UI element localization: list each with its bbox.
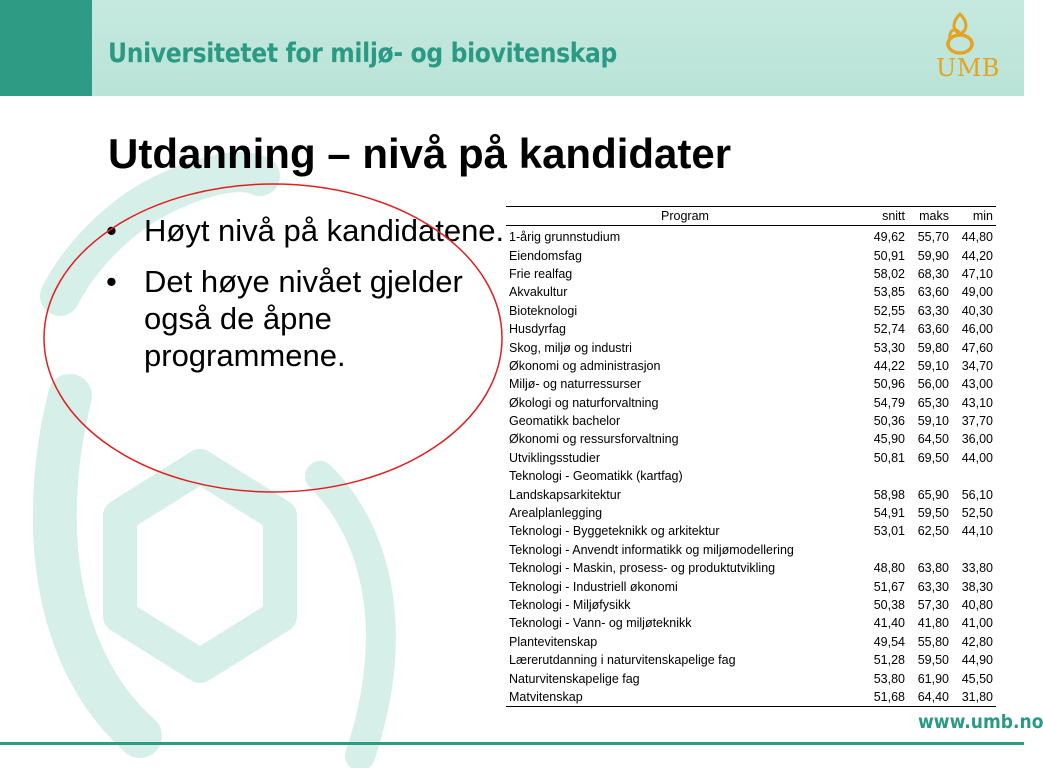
snitt-cell: 58,02 xyxy=(873,266,905,281)
min-cell: 46,00 xyxy=(961,322,993,337)
admission-scores-table xyxy=(506,206,996,707)
header-maks: maks xyxy=(908,207,952,226)
table-row xyxy=(506,559,996,577)
program-cell: Teknologi - Byggeteknikk og arkitektur xyxy=(509,524,720,539)
min-cell: 37,70 xyxy=(961,414,993,429)
maks-cell xyxy=(908,541,952,559)
program-cell: 1-årig grunnstudium xyxy=(509,230,621,245)
maks-cell: 59,50 xyxy=(917,506,949,521)
min-cell: 34,70 xyxy=(961,358,993,373)
program-cell: Arealplanlegging xyxy=(509,506,603,521)
maks-cell: 68,30 xyxy=(917,266,949,281)
min-cell xyxy=(952,467,996,485)
snitt-cell: 51,28 xyxy=(873,653,905,668)
program-cell: Økonomi og administrasjon xyxy=(509,358,661,373)
snitt-cell: 53,30 xyxy=(873,340,905,355)
highlight-ellipse xyxy=(42,182,504,494)
snitt-cell: 54,79 xyxy=(873,395,905,410)
bullet-dot-icon: • xyxy=(106,264,117,299)
maks-cell: 64,50 xyxy=(917,432,949,447)
table-row xyxy=(506,651,996,669)
min-cell: 44,20 xyxy=(961,248,993,263)
min-cell: 40,30 xyxy=(961,303,993,318)
program-cell: Økologi og naturforvaltning xyxy=(509,395,659,410)
table-row xyxy=(506,485,996,503)
header-snitt: snitt xyxy=(864,207,908,226)
snitt-cell xyxy=(864,467,908,485)
snitt-cell: 50,96 xyxy=(873,377,905,392)
table-row xyxy=(506,596,996,614)
footer-url: www.umb.no xyxy=(918,711,1043,733)
min-cell: 52,50 xyxy=(961,506,993,521)
slide-title: Utdanning – nivå på kandidater xyxy=(108,130,732,177)
snitt-cell: 41,40 xyxy=(873,616,905,631)
snitt-cell xyxy=(864,541,908,559)
maks-cell: 55,70 xyxy=(917,230,949,245)
snitt-cell: 52,55 xyxy=(873,303,905,318)
maks-cell xyxy=(908,467,952,485)
table-row xyxy=(506,394,996,412)
table-row xyxy=(506,246,996,264)
program-cell: Frie realfag xyxy=(509,266,573,281)
maks-cell: 59,10 xyxy=(917,358,949,373)
snitt-cell: 50,36 xyxy=(873,414,905,429)
snitt-cell: 49,62 xyxy=(873,230,905,245)
maks-cell: 63,60 xyxy=(917,285,949,300)
snitt-cell: 51,67 xyxy=(873,579,905,594)
table-row xyxy=(506,669,996,687)
table-row xyxy=(506,522,996,540)
header-stripe xyxy=(0,0,92,96)
table-header-row xyxy=(506,207,996,226)
min-cell: 36,00 xyxy=(961,432,993,447)
maks-cell: 55,80 xyxy=(917,634,949,649)
table-row xyxy=(506,688,996,707)
table-row xyxy=(506,302,996,320)
table-row xyxy=(506,504,996,522)
umb-logo-text: UMB xyxy=(936,54,1000,82)
min-cell: 56,10 xyxy=(961,487,993,502)
snitt-cell: 49,54 xyxy=(873,634,905,649)
program-cell: Landskapsarkitektur xyxy=(509,487,621,502)
program-cell: Teknologi - Industriell økonomi xyxy=(509,579,678,594)
program-cell: Husdyrfag xyxy=(509,322,566,337)
min-cell: 40,80 xyxy=(961,598,993,612)
maks-cell: 56,00 xyxy=(917,377,949,392)
header-program: Program xyxy=(506,207,864,226)
program-cell: Matvitenskap xyxy=(506,688,864,707)
min-cell: 44,90 xyxy=(961,653,993,668)
min-cell: 44,10 xyxy=(961,524,993,539)
bullet-text: Det høye nivået gjelder også de åpne programmene. xyxy=(144,264,463,373)
table-row xyxy=(506,614,996,632)
snitt-cell: 50,81 xyxy=(873,450,905,465)
maks-cell: 63,30 xyxy=(917,579,949,594)
table-row xyxy=(506,577,996,595)
table-row xyxy=(506,338,996,356)
table-row xyxy=(506,357,996,375)
snitt-cell: 52,74 xyxy=(873,322,905,337)
min-cell: 47,10 xyxy=(961,266,993,281)
table-row xyxy=(506,320,996,338)
min-cell: 38,30 xyxy=(961,579,993,594)
snitt-cell: 45,90 xyxy=(873,432,905,447)
maks-cell: 65,30 xyxy=(917,395,949,410)
min-cell: 45,50 xyxy=(961,671,993,686)
program-cell: Utviklingsstudier xyxy=(509,450,601,465)
snitt-cell: 44,22 xyxy=(873,358,905,373)
table-row xyxy=(506,449,996,467)
min-cell xyxy=(952,541,996,559)
maks-cell: 63,30 xyxy=(917,303,949,318)
min-cell: 47,60 xyxy=(961,340,993,355)
min-cell: 43,00 xyxy=(961,377,993,392)
maks-cell: 59,80 xyxy=(917,340,949,355)
table-row xyxy=(506,430,996,448)
maks-cell: 59,90 xyxy=(917,248,949,263)
maks-cell: 61,90 xyxy=(917,671,949,686)
header-min: min xyxy=(952,207,996,226)
program-cell: Naturvitenskapelige fag xyxy=(509,671,640,686)
program-cell: Teknologi - Geomatikk (kartfag) xyxy=(509,469,683,484)
program-cell: Miljø- og naturressurser xyxy=(509,377,641,392)
maks-cell: 69,50 xyxy=(917,450,949,465)
bullet-text: Høyt nivå på kandidatene. xyxy=(144,213,505,248)
min-cell: 33,80 xyxy=(961,561,993,576)
table-body xyxy=(506,226,996,707)
snitt-cell: 53,01 xyxy=(873,524,905,539)
min-cell: 43,10 xyxy=(961,395,993,410)
program-cell: Teknologi - Miljøfysikk xyxy=(509,598,631,612)
maks-cell: 64,40 xyxy=(908,688,952,707)
min-cell: 31,80 xyxy=(952,688,996,707)
snitt-cell: 48,80 xyxy=(873,561,905,576)
program-cell: Skog, miljø og industri xyxy=(509,340,632,355)
bullet-dot-icon: • xyxy=(106,213,117,248)
maks-cell: 62,50 xyxy=(917,524,949,539)
snitt-cell: 54,91 xyxy=(873,506,905,521)
table-row xyxy=(506,541,996,559)
program-cell: Plantevitenskap xyxy=(509,634,598,649)
footer-line xyxy=(0,742,1024,745)
table-row xyxy=(506,375,996,393)
program-cell: Akvakultur xyxy=(509,285,568,300)
min-cell: 44,80 xyxy=(961,230,993,245)
maks-cell: 65,90 xyxy=(917,487,949,502)
program-cell: Teknologi - Maskin, prosess- og produktutvikling xyxy=(509,561,776,576)
institution-name: Universitetet for miljø- og biovitenskap xyxy=(108,38,617,69)
program-cell: Lærerutdanning i naturvitenskapelige fag xyxy=(509,653,736,668)
program-cell: Økonomi og ressursforvaltning xyxy=(509,432,679,447)
program-cell: Eiendomsfag xyxy=(509,248,582,263)
snitt-cell: 51,68 xyxy=(864,688,908,707)
table-row xyxy=(506,283,996,301)
program-cell: Teknologi - Anvendt informatikk og miljømodellering xyxy=(509,542,794,557)
min-cell: 49,00 xyxy=(961,285,993,300)
table-row xyxy=(506,226,996,247)
snitt-cell: 53,85 xyxy=(873,285,905,300)
maks-cell: 59,50 xyxy=(917,653,949,668)
snitt-cell: 58,98 xyxy=(873,487,905,502)
program-cell: Bioteknologi xyxy=(509,303,578,318)
maks-cell: 63,60 xyxy=(917,322,949,337)
program-cell: Geomatikk bachelor xyxy=(509,414,621,429)
table-row xyxy=(506,265,996,283)
maks-cell: 41,80 xyxy=(917,616,949,631)
min-cell: 42,80 xyxy=(961,634,993,649)
table-row xyxy=(506,467,996,485)
min-cell: 44,00 xyxy=(961,450,993,465)
table-row xyxy=(506,412,996,430)
maks-cell: 59,10 xyxy=(917,414,949,429)
table-row xyxy=(506,633,996,651)
snitt-cell: 53,80 xyxy=(873,671,905,686)
snitt-cell: 50,91 xyxy=(873,248,905,263)
min-cell: 41,00 xyxy=(961,616,993,631)
maks-cell: 57,30 xyxy=(917,598,949,612)
maks-cell: 63,80 xyxy=(917,561,949,576)
program-cell: Teknologi - Vann- og miljøteknikk xyxy=(509,616,692,631)
snitt-cell: 50,38 xyxy=(873,598,905,612)
